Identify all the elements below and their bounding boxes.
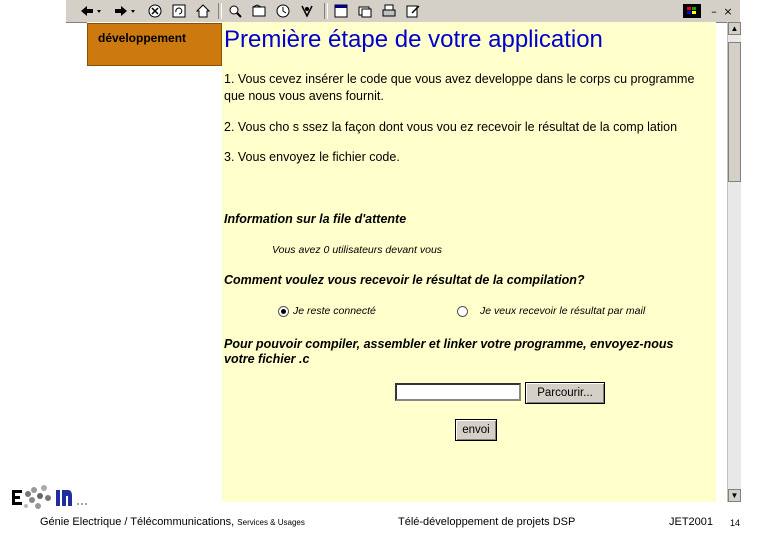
receive-heading: Comment voulez vous recevoir le résultat de la compilation?: [224, 273, 585, 287]
print-icon[interactable]: [380, 2, 398, 20]
edit-icon[interactable]: [404, 2, 422, 20]
history-icon[interactable]: [274, 2, 292, 20]
file-input[interactable]: [395, 383, 521, 401]
search-icon[interactable]: [226, 2, 244, 20]
step1-line2: que nous vous avens fournit.: [224, 89, 384, 103]
radio-mail-label: Je veux recevoir le résultat par mail: [480, 305, 646, 317]
footer-course-title: Télé-développement de projets DSP: [398, 516, 576, 528]
queue-heading: Information sur la file d'attente: [224, 212, 407, 226]
back-icon[interactable]: [78, 2, 104, 20]
footer-department-main: Génie Electrique / Télécommunications,: [40, 516, 238, 528]
footer-department-sub: Services & Usages: [237, 518, 305, 527]
mail-icon[interactable]: [356, 2, 374, 20]
step1-line1: 1. Vous cevez insérer le code que vous avez developpe dans le corps cu programme: [224, 72, 695, 86]
upload-heading-line2: votre fichier .c: [224, 352, 310, 366]
favorites-icon[interactable]: [250, 2, 268, 20]
stop-icon[interactable]: [146, 2, 164, 20]
fullscreen-icon[interactable]: [332, 2, 350, 20]
footer-department: [40, 516, 305, 528]
footer-event: JET2001: [669, 516, 714, 528]
vertical-scrollbar[interactable]: [727, 22, 741, 502]
upload-heading-line1: Pour pouvoir compiler, assembler et linker votre programme, envoyez-nous: [224, 337, 674, 351]
scroll-up-icon[interactable]: ▲: [728, 22, 741, 35]
scroll-down-icon[interactable]: ▼: [728, 489, 741, 502]
channels-icon[interactable]: [298, 2, 316, 20]
radio-mail[interactable]: [457, 306, 468, 317]
home-icon[interactable]: [194, 2, 212, 20]
page-number: 14: [730, 518, 741, 528]
left-navigation-frame: [87, 22, 223, 502]
step3-text: 3. Vous envoyez le fichier code.: [224, 150, 400, 164]
radio-stay-connected-label: Je reste connecté: [293, 305, 376, 317]
scroll-thumb[interactable]: [728, 42, 741, 182]
forward-icon[interactable]: [112, 2, 138, 20]
windows-logo: [682, 2, 702, 20]
institution-logo: [10, 480, 90, 514]
browser-toolbar: [66, 0, 740, 23]
radio-stay-connected[interactable]: [278, 306, 289, 317]
refresh-icon[interactable]: [170, 2, 188, 20]
browse-button[interactable]: Parcourir...: [525, 382, 605, 404]
queue-status: Vous avez 0 utilisateurs devant vous: [272, 244, 443, 256]
step2-text: 2. Vous cho s ssez la façon dont vous vou ez recevoir le résultat de la comp lation: [224, 120, 678, 134]
send-button[interactable]: envoi: [455, 419, 497, 441]
close-icon[interactable]: ×: [723, 4, 733, 18]
page-title: Première étape de votre application: [224, 26, 603, 53]
dev-nav-button[interactable]: développement: [87, 23, 222, 66]
minimize-icon[interactable]: –: [711, 4, 717, 18]
